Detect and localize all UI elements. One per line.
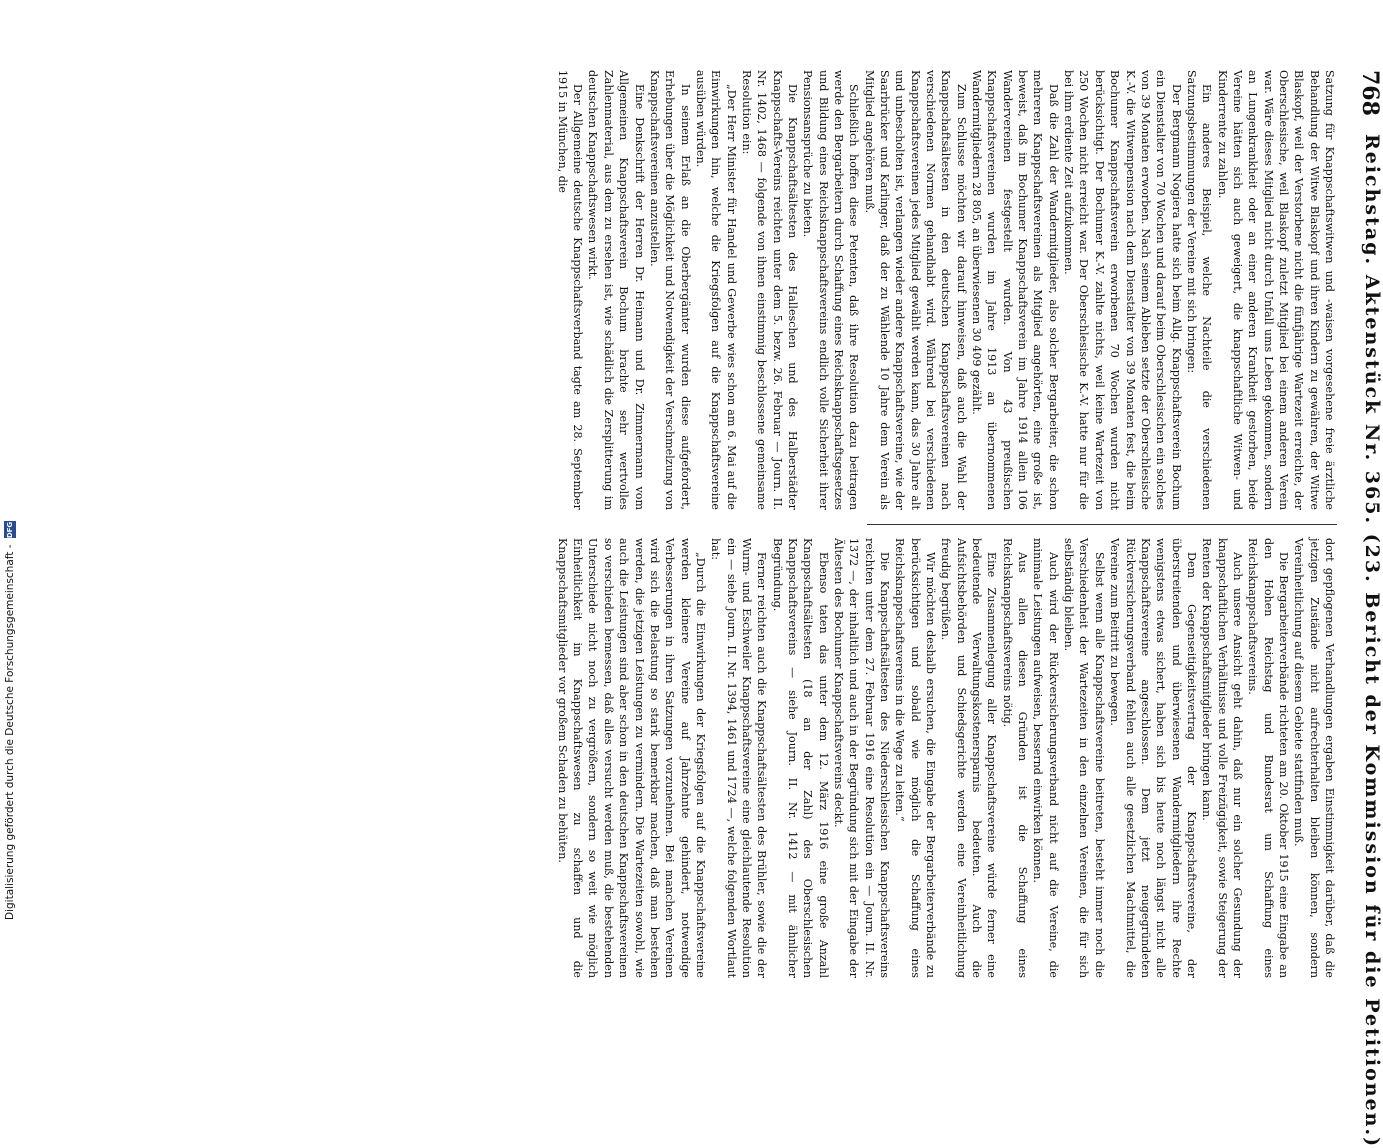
paragraph: Der Bergmann Nogiera hatte sich beim Allg. Knappschaftsverein Bochum ein Dienstalter von 70 Wochen und darauf beim Oberschlesischen ein solches von 39 Monaten erworben. Nach seinem Ableben setzte der Oberschlesische K.-V. die Witwenpension nach dem Dienstalter von 39 Monaten fest, die beim Bochumer Knappschaftsverein erworbenen 70 Wochen wurden nicht berücksichtigt. Der Bochumer K.-V. zahlte nichts, weil keine Wartezeit von 250 Wochen nicht erreicht war. Der Oberschlesische K.-V. hatte nur für die bei ihm erdiente Zeit aufzukommen. [1062, 70, 1183, 510]
paragraph: Satzung für Knappschaftswitwen und -waisen vorgesehene freie ärztliche Behandlung der Witwe Blaskopf und ihren Kindern zu gewähren, der Witwe Blaskopf, weil der Verstorbene nicht die fünfjährige Wartezeit erreichte, der Oberschlesische, weil Blaskopf zuletzt Mitglied bei einem anderen Verein war. Wäre dieses Mitglied nicht durch Unfall ums Leben gekommen, sondern an Lungenkrankheit oder an einer anderen Krankheit gestorben, beide Vereine hätten sich auch geweigert, die knappschaftliche Witwen- und Kinderrente zu zahlen. [1215, 70, 1336, 510]
paragraph: Ferner reichten auch die Knappschaftsältesten des Brühler, sowie die der Wurm- und Eschweiler Knappschaftsvereine eine gleichlautende Resolution ein — siehe Journ. II. Nr. 1394, 1461 und 1724 —, welche folgenden Wortlaut hat: [709, 538, 769, 978]
paragraph: Aus allen diesen Gründen ist die Schaffung eines Reichsknappschaftsvereins nötig. [1000, 538, 1030, 978]
paragraph: Die Bergarbeiterverbände richteten am 20. Oktober 1915 eine Eingabe an den Hohen Reichstag und Bundesrat um Schaffung eines Reichsknappschaftsvereins. [1246, 538, 1290, 978]
paragraph: dort gepflogenen Verhandlungen ergaben Einstimmigkeit darüber, daß die jetzigen Zustände nicht aufrechterhalten bleiben können, sondern Vereinheitlichung auf diesem Gebiete stattfinden muß. [1292, 538, 1336, 978]
digitization-footer [0, 0, 20, 920]
paragraph: Der Allgemeine deutsche Knappschaftsverband tagte am 28. September 1915 in München, die [555, 70, 585, 510]
footer-text: Digitalisierung gefördert durch die Deutsche Forschungsgemeinschaft - [4, 544, 16, 920]
paragraph: Die Knappschaftsältesten des Niederschlesischen Knappschaftsvereins reichten unter dem 27. Februar 1916 eine Resolution ein — Journ. II. Nr. 1372 —, der inhaltlich und auch in der Begründung sich mit der Eingabe der Ältesten des Bochumer Knappschaftsvereins deckt. [832, 538, 892, 978]
column-divider [867, 524, 1337, 525]
paragraph: Daß die Zahl der Wandermitglieder, also solcher Bergarbeiter, die schon mehreren Knappschaftsvereinen als Mitglied angehörten, eine große ist, beweist, daß im Bochumer Knappschaftsverein im Jahre 1914 allein 106 Wandervereinen festgestellt wurden. Von 43 preußischen Knappschaftsvereinen wurden im Jahre 1913 an übernommenen Wandermitgliedern 28 805, an überwiesenen 30 409 gezählt. [970, 70, 1060, 510]
paragraph: Schließlich hoffen diese Petenten, daß ihre Resolution dazu beitragen werde den Bergarbeitern durch Schaffung eines Reichsknappschaftsgesetzes und Bildung eines Reichsknappschaftsvereins endlich volle Sicherheit ihrer Pensionsansprüche zu bieten. [801, 70, 861, 510]
paragraph: Wir möchten deshalb ersuchen, die Eingabe der Bergarbeiterverbände zu berücksichtigen und sobald wie möglich die Schaffung eines Reichsknappschaftsvereins in die Wege zu leiten.“ [893, 538, 938, 978]
page-number: 768 [1357, 70, 1383, 116]
paragraph: Auch wird der Rückversicherungsverband nicht auf die Vereine, die minimale Leistungen aufweisen, bessernd einwirken können. [1031, 538, 1060, 978]
left-column [554, 70, 1337, 510]
paragraph: Auch unsere Ansicht geht dahin, daß nur ein solcher Gesundung der knappschaftlichen Verhältnisse und volle Freizügigkeit, sowie Steigerung der Renten der Knappschaftsmitglieder bringen kann. [1200, 538, 1244, 978]
paragraph: Ebenso taten das unter dem 12. März 1916 eine große Anzahl Knappschaftsältesten (18 an der Zahl) des Oberschlesischen Knappschaftsvereins — siehe Journ. II. Nr. 1412 — mit ähnlicher Begründung. [770, 538, 830, 978]
dfg-logo: DFG [6, 521, 14, 539]
paragraph: Eine Zusammenlegung aller Knappschaftsvereine würde ferner eine bedeutende Verwaltungskostenersparnis bedeuten. Auch die Aufsichtsbehörden und Schiedsgerichte werden eine Vereinheitlichung freudig begrüßen. [939, 538, 999, 978]
paragraph: In seinem Erlaß an die Oberbergämter wurden diese aufgefordert, Erhebungen über die Möglichkeit und Notwendigkeit der Verschmelzung von Knappschaftsvereinen anzustellen. [647, 70, 692, 510]
right-column [554, 538, 1337, 978]
paragraph: Zum Schlusse möchten wir darauf hinweisen, daß auch die Wahl der Knappschaftsältesten in den deutschen Knappschaftsvereinen nach verschiedenen Normen gehandhabt wird. Während bei verschiedenen Knappschaftsvereinen jedes Mitglied gewählt werden kann, das 30 Jahre alt und unbescholten ist, verlangen wieder andere Knappschaftsvereine, wie der Saarbrücker und Karlinger, daß der zu Wählende 10 Jahre dem Verein als Mitglied angehören muß. [862, 70, 968, 510]
paragraph: Eine Denkschrift der Herren Dr. Heimann und Dr. Zimmermann vom Allgemeinen Knappschaftsverein Bochum brachte sehr wertvolles Zahlenmaterial, aus dem zu ersehen ist, wie schädlich die Zersplitterung im deutschen Knappschaftswesen wirkt. [586, 70, 646, 510]
paragraph: Selbst wenn alle Knappschaftsvereine beitreten, besteht immer noch die Verschiedenheit der Wartezeiten in den einzelnen Vereinen, die für sich selbständig bleiben. [1062, 538, 1106, 978]
paragraph: Ein anderes Beispiel, welche Nachteile die verschiedenen Satzungsbestimmungen der Vereine mit sich bringen: [1184, 70, 1214, 510]
document-page [53, 70, 1383, 1148]
paragraph: „Durch die Einwirkungen der Kriegsfolgen auf die Knappschaftsvereine werden kleinere Vereine auf Jahrzehnte gehindert, notwendige Verbesserungen in ihren Satzungen vorzunehmen. Bei manchen Vereinen wird sich die Belastung so stark bemerkbar machen, daß man bestehen werden, die jetzigen Leistungen zu vermindern. Die Wartezeiten sowohl, wie auch die Leistungen sind aber schon in den deutschen Knappschaftsvereinen so verschieden bemessen, daß alles versucht werden muß, die bestehenden Unterschiede nicht noch zu vergrößern, sondern so weit wie möglich Einheitlichkeit im Knappschaftswesen zu schaffen und die Knappschaftsmitglieder vor großem Schaden zu behüten. [555, 538, 707, 978]
running-head: Reichstag. Aktenstück Nr. 365. (23. Bericht der Kommission für die Petitionen.) [1361, 133, 1383, 1148]
paragraph: Dem Gegenseitigkeitsvertrag der Knappschaftsvereine, der überstreitenden und überwiesenen Wandermitgliedern ihre Rechte wenigstens etwas sichert, haben sich bis heute noch längst nicht alle Knappschaftsvereine angeschlossen. Dem jetzt neugegründeten Rückversicherungsverband fehlen auch alle gesetzlichen Machtmittel, die Vereine zum Beitritt zu bewegen. [1108, 538, 1198, 978]
paragraph: Die Knappschaftsältesten des Halleschen und des Halberstädter Knappschafts-Vereins reichten unter dem 5. bezw. 26. Februar — Journ. II. Nr. 1402, 1468 — folgende von ihnen einstimmig beschlossene gemeinsame Resolution ein: [739, 70, 799, 510]
paragraph: „Der Herr Minister für Handel und Gewerbe wies schon am 6. Mai auf die Einwirkungen hin, welche die Kriegsfolgen auf die Knappschaftsvereine ausüben würden. [693, 70, 738, 510]
page-header [1339, 70, 1383, 1148]
